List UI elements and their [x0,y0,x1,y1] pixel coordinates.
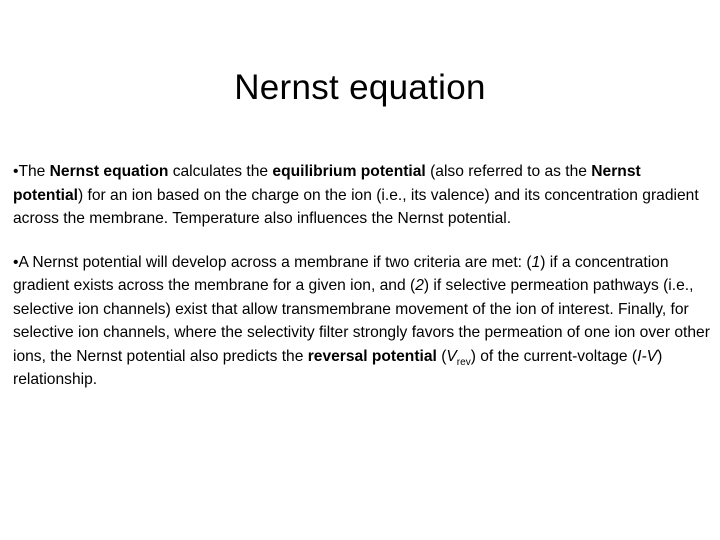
paragraph-nernst-equation [13,160,713,231]
slide-body [13,160,713,412]
p2-text-3: ) if selective permeation pathways (i.e., selective ion channels) exist that allow transmembrane movement of the ion of interest. Finally, for selective ion channels, where the selectivity filter strongly favors the permeation of one ion over other ions, the Nernst potential also predicts the [13,277,710,365]
p2-text-4: ( [436,347,447,365]
p1-text-4: ) for an ion based on the charge on the ion (i.e., its valence) and its concentration gradient across the membrane. Temperature also influences the Nernst potential. [13,186,699,227]
p1-text-1: •The [13,163,50,180]
p1-bold-nernst-potential: Nernst potential [13,163,641,204]
p2-text-6: ) relationship. [13,347,663,388]
p1-bold-nernst-equation: Nernst equation [49,163,169,180]
p1-text-2: calculates the [168,163,273,180]
p2-italic-v: V [446,347,457,365]
p2-bold-reversal-potential: reversal potential [307,347,437,365]
p2-italic-2: 2 [415,277,424,294]
p1-bold-equilibrium-potential: equilibrium potential [272,163,426,180]
p2-subscript-rev: rev [456,356,471,368]
p2-text-5: ) of the current-voltage ( [470,347,638,365]
slide-title: Nernst equation [234,68,486,107]
p2-text-1: •A Nernst potential will develop across a membrane if two criteria are met: ( [13,253,532,271]
p2-italic-iv: I-V [637,347,658,365]
p2-italic-1: 1 [531,253,541,271]
p1-text-3: (also referred to as the [425,163,592,180]
paragraph-criteria [13,251,713,392]
p2-text-2: ) if a concentration gradient exists across the membrane for a given ion, and ( [13,253,669,294]
